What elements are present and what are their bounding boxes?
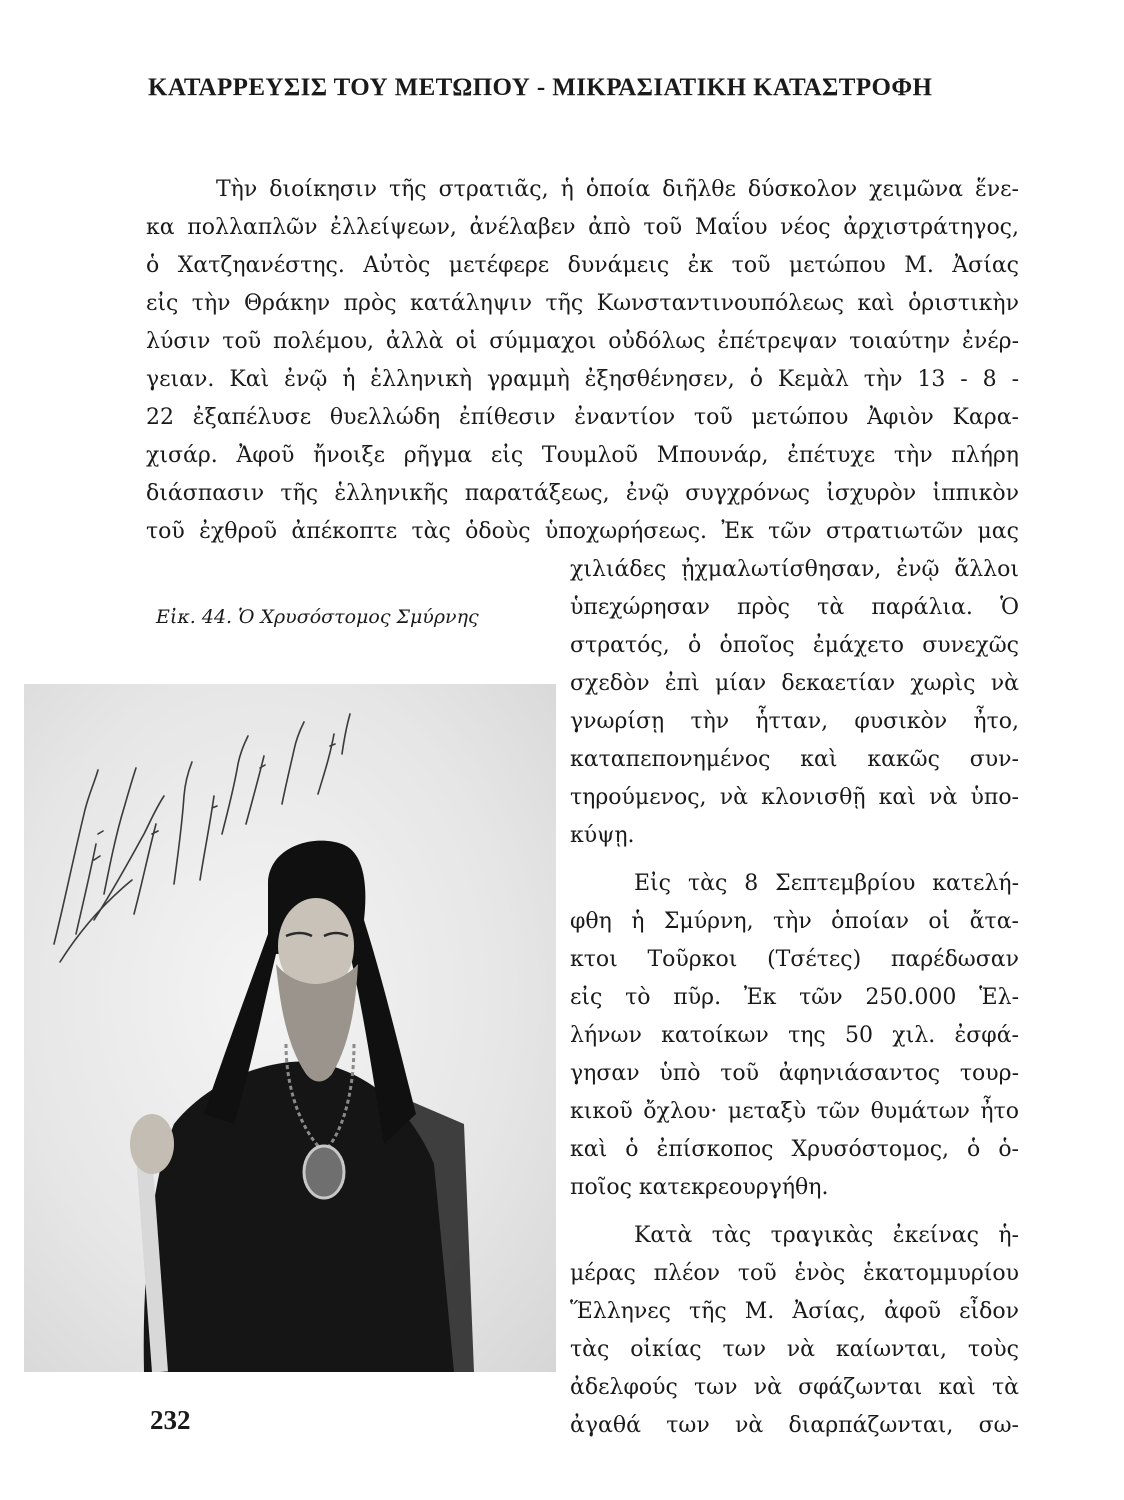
paragraph-2-line: εἰς τὸ πῦρ. Ἐκ τῶν 250.000 Ἑλ- xyxy=(570,985,1019,1010)
paragraph-2-line: γησαν ὑπὸ τοῦ ἀφηνιάσαντος τουρ- xyxy=(570,1061,1019,1086)
portrait-photo xyxy=(24,684,556,1372)
paragraph-1-line: χιλιάδες ᾐχμαλωτίσθησαν, ἐνῷ ἄλλοι xyxy=(570,557,1019,582)
pectoral-icon xyxy=(304,1146,344,1198)
paragraph-1-line: ὑπεχώρησαν πρὸς τὰ παράλια. Ὁ xyxy=(570,595,1019,620)
paragraph-2-line: φθη ἡ Σμύρνη, τὴν ὁποίαν οἱ ἄτα- xyxy=(570,909,1019,934)
paragraph-1-line: χισάρ. Ἀφοῦ ἤνοιξε ρῆγμα εἰς Τουμλοῦ Μπουνάρ, ἐπέτυχε τὴν πλήρη xyxy=(146,443,1019,468)
paragraph-1-line: λύσιν τοῦ πολέμου, ἀλλὰ οἱ σύμμαχοι οὐδόλως ἐπέτρεψαν τοιαύτην ἐνέρ- xyxy=(146,329,1019,354)
paragraph-3-line: Ἕλληνες τῆς Μ. Ἀσίας, ἀφοῦ εἶδον xyxy=(570,1299,1019,1324)
paragraph-2-line: ποῖος κατεκρεουργήθη. xyxy=(570,1175,829,1200)
paragraph-1-line: σχεδὸν ἐπὶ μίαν δεκαετίαν χωρὶς νὰ xyxy=(570,671,1019,696)
paragraph-1-line: 22 ἐξαπέλυσε θυελλώδη ἐπίθεσιν ἐναντίον τοῦ μετώπου Ἀφιὸν Καρα- xyxy=(146,405,1019,430)
paragraph-3-line: μέρας πλέον τοῦ ἑνὸς ἑκατομμυρίου xyxy=(570,1261,1019,1286)
paragraph-1-line: τηρούμενος, νὰ κλονισθῇ καὶ νὰ ὑπο- xyxy=(570,785,1019,810)
paragraph-1-line: κα πολλαπλῶν ἐλλείψεων, ἀνέλαβεν ἀπὸ τοῦ Μαΐου νέος ἀρχιστράτηγος, xyxy=(146,215,1019,240)
paragraph-2-line: κικοῦ ὄχλου· μεταξὺ τῶν θυμάτων ἦτο xyxy=(570,1099,1019,1124)
paragraph-2-line: Εἰς τὰς 8 Σεπτεμβρίου κατελή- xyxy=(634,871,1019,896)
page-number: 232 xyxy=(150,1405,191,1435)
paragraph-1-line: Τὴν διοίκησιν τῆς στρατιᾶς, ἡ ὁποία διῆλθε δύσκολον χειμῶνα ἕνε- xyxy=(216,177,1019,202)
paragraph-1-line: καταπεπονημένος καὶ κακῶς συν- xyxy=(570,747,1019,772)
paragraph-1-line: ὁ Χατζηανέστης. Αὐτὸς μετέφερε δυνάμεις ἐκ τοῦ μετώπου Μ. Ἀσίας xyxy=(146,253,1019,278)
paragraph-1-line: διάσπασιν τῆς ἑλληνικῆς παρατάξεως, ἐνῷ συγχρόνως ἰσχυρὸν ἱππικὸν xyxy=(146,481,1019,506)
paragraph-2-line: λήνων κατοίκων της 50 χιλ. ἐσφά- xyxy=(570,1023,1019,1048)
paragraph-2-line: κτοι Τοῦρκοι (Τσέτες) παρέδωσαν xyxy=(570,947,1019,972)
paragraph-3-line: Κατὰ τὰς τραγικὰς ἐκείνας ἡ- xyxy=(634,1223,1019,1248)
paragraph-1-line: τοῦ ἐχθροῦ ἀπέκοπτε τὰς ὁδοὺς ὑποχωρήσεως. Ἐκ τῶν στρατιωτῶν μας xyxy=(146,519,1019,544)
paragraph-2-line: καὶ ὁ ἐπίσκοπος Χρυσόστομος, ὁ ὁ- xyxy=(570,1137,1019,1162)
hand xyxy=(130,1114,174,1174)
paragraph-1-line: γνωρίσῃ τὴν ἧτταν, φυσικὸν ἦτο, xyxy=(570,709,1019,734)
paragraph-3-line: τὰς οἰκίας των νὰ καίωνται, τοὺς xyxy=(570,1337,1019,1362)
paragraph-1-line: γειαν. Καὶ ἐνῷ ἡ ἑλληνικὴ γραμμὴ ἐξησθένησεν, ὁ Κεμὰλ τὴν 13 - 8 - xyxy=(146,367,1019,392)
paragraph-1-line: στρατός, ὁ ὁποῖος ἐμάχετο συνεχῶς xyxy=(570,633,1019,658)
paragraph-3-line: ἀγαθά των νὰ διαρπάζωνται, σω- xyxy=(570,1413,1019,1438)
paragraph-3-line: ἀδελφούς των νὰ σφάζωνται καὶ τὰ xyxy=(570,1375,1019,1400)
paragraph-1-line: εἰς τὴν Θράκην πρὸς κατάληψιν τῆς Κωνσταντινουπόλεως καὶ ὁριστικὴν xyxy=(146,291,1019,316)
figure-caption: Εἰκ. 44. Ὁ Χρυσόστομος Σμύρνης xyxy=(156,606,479,628)
paragraph-1-line: κύψῃ. xyxy=(570,823,635,848)
running-head-title: ΚΑΤΑΡΡΕΥΣΙΣ ΤΟΥ ΜΕΤΩΠΟΥ - ΜΙΚΡΑΣΙΑΤΙΚΗ ΚΑΤΑΣΤΡΟΦΗ xyxy=(148,74,933,101)
